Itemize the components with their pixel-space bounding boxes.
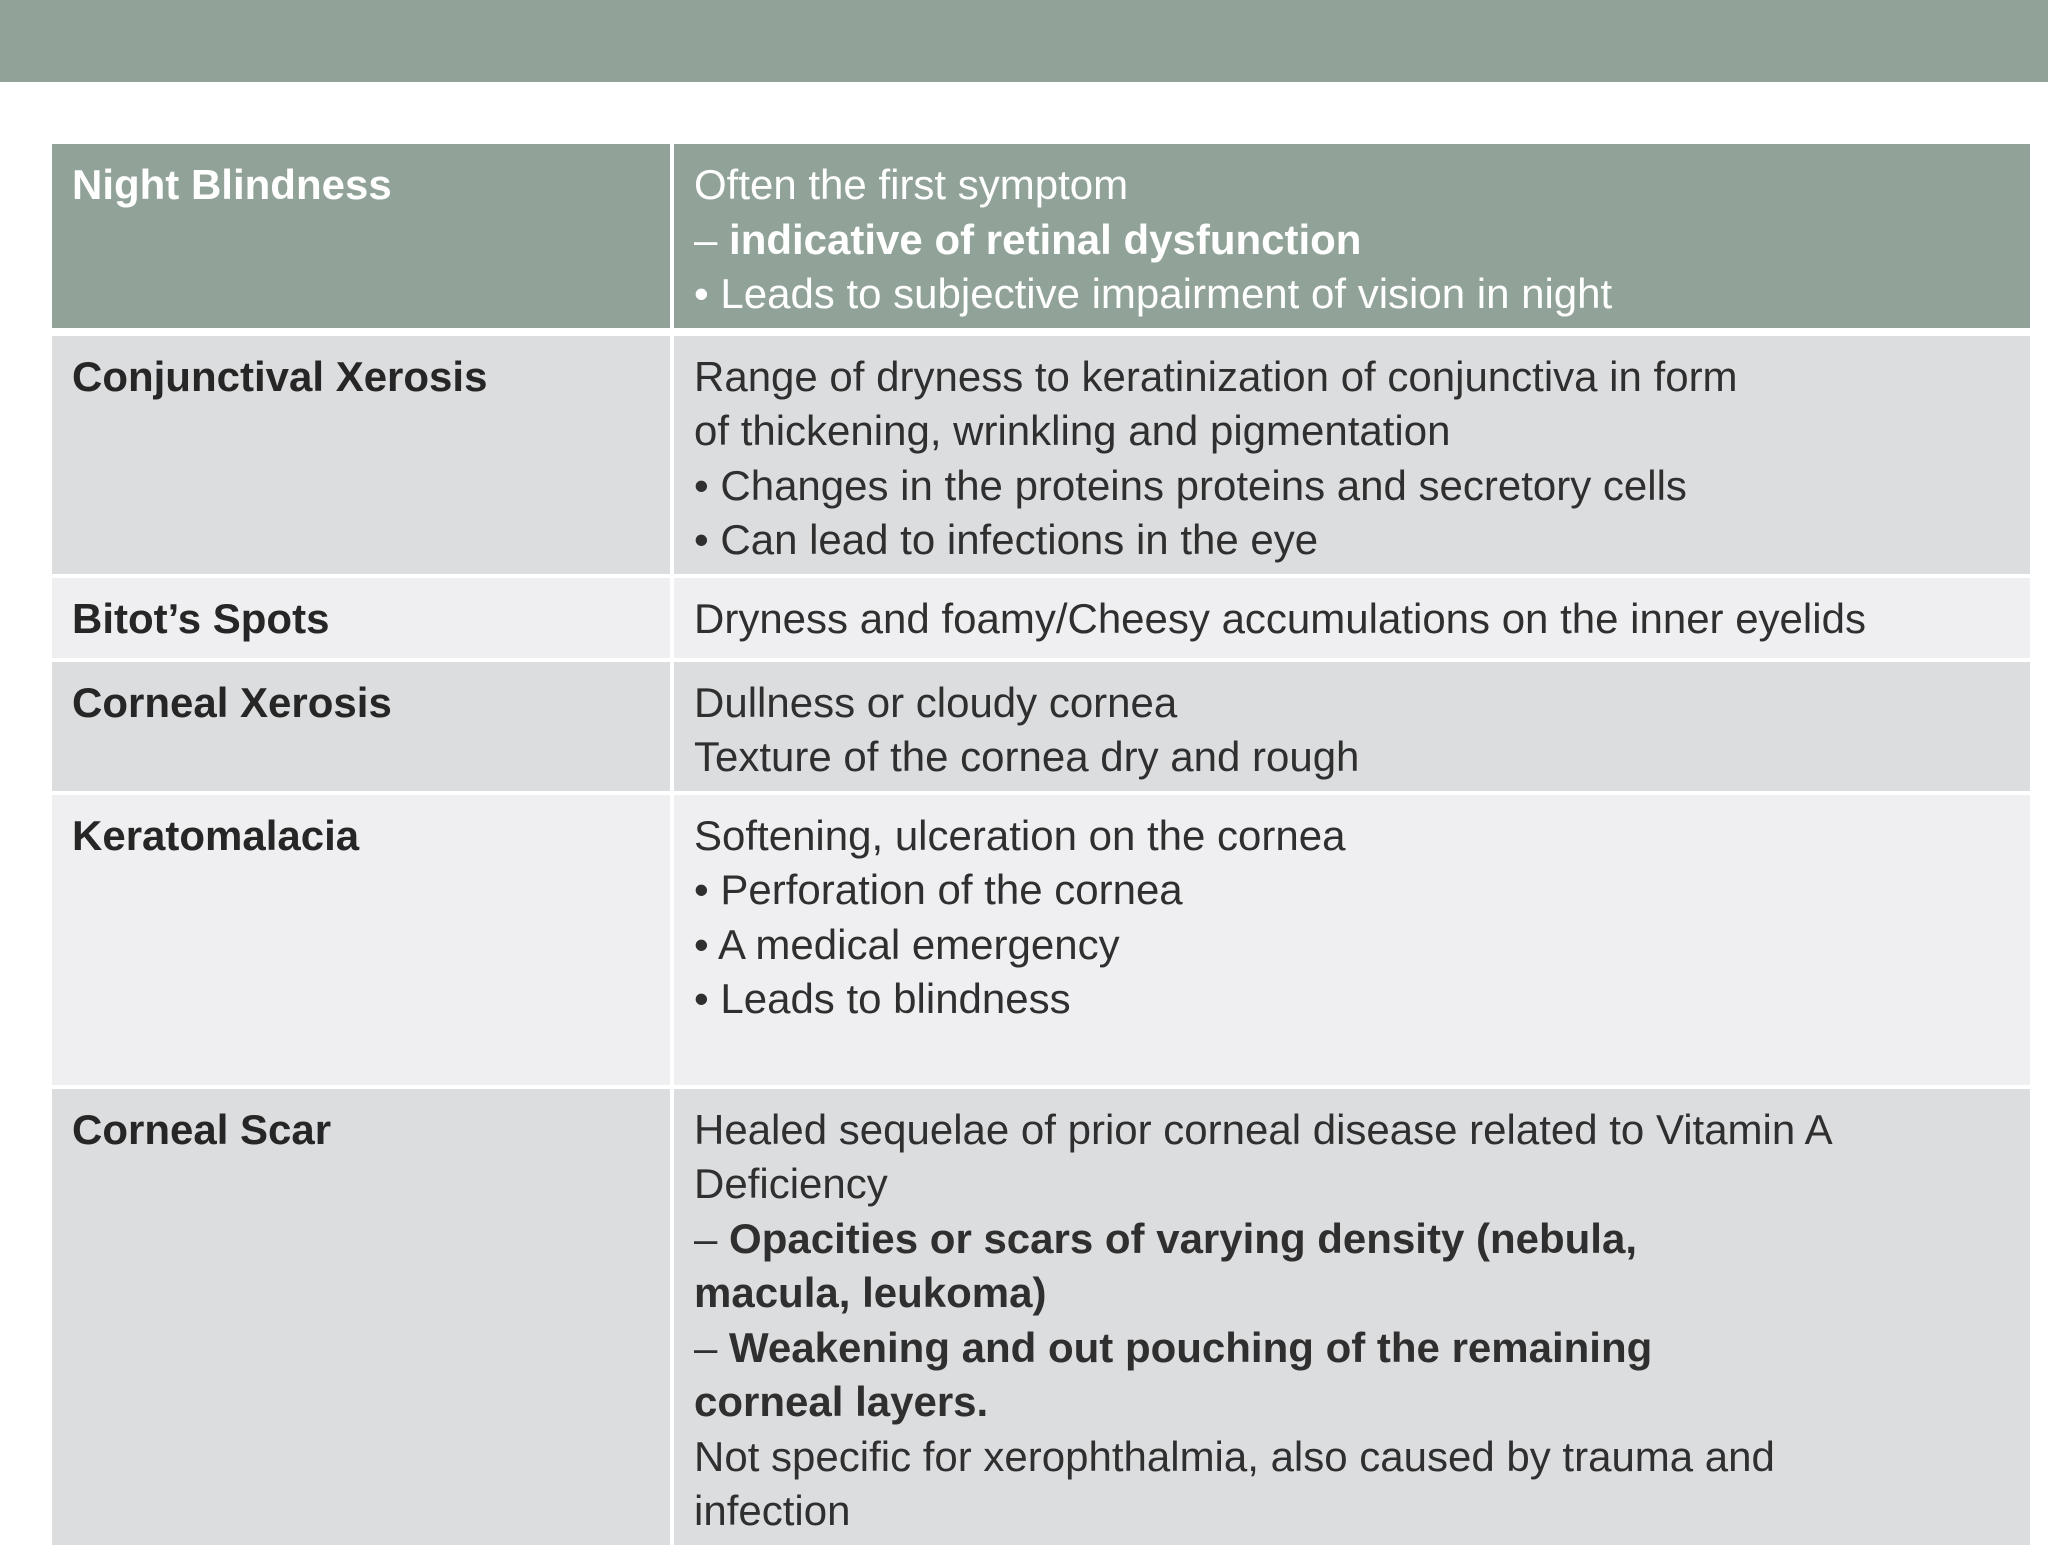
description-line: Healed sequelae of prior corneal disease related to Vitamin A [694, 1105, 1833, 1153]
description-line [694, 1321, 2010, 1376]
top-banner [0, 0, 2048, 82]
term-cell [52, 662, 674, 795]
description-line: • Can lead to infections in the eye [694, 516, 1319, 563]
term-label: Keratomalacia [72, 811, 360, 859]
description-line: infection [694, 1487, 851, 1534]
description-line: corneal layers. [694, 1378, 989, 1425]
emphasis-text: Weakening and out pouching of the remaining [729, 1323, 1653, 1371]
description-cell [674, 144, 2030, 336]
description-line [694, 1212, 2010, 1267]
table-row [52, 578, 2030, 662]
term-label: Corneal Xerosis [72, 678, 392, 726]
table-row [52, 144, 2030, 336]
description-cell [674, 1089, 2030, 1549]
description-line: Dryness and foamy/Cheesy accumulations on the inner eyelids [694, 594, 1866, 642]
description-line: Range of dryness to keratinization of conjunctiva in form [694, 352, 1738, 400]
term-label: Corneal Scar [72, 1105, 332, 1153]
description-line: • Changes in the proteins proteins and secretory cells [694, 461, 1687, 509]
table-row [52, 336, 2030, 578]
term-cell [52, 1089, 674, 1549]
term-label: Bitot’s Spots [72, 594, 330, 642]
description-cell [674, 662, 2030, 795]
dash-prefix: – [694, 1323, 730, 1371]
term-cell [52, 578, 674, 662]
emphasis-text: indicative of retinal dysfunction [729, 215, 1362, 263]
dash-prefix: – [694, 1214, 730, 1262]
description-cell [674, 795, 2030, 1089]
description-line: Softening, ulceration on the cornea [694, 811, 1346, 859]
table-row [52, 662, 2030, 795]
term-label: Conjunctival Xerosis [72, 352, 488, 400]
description-line: Not specific for xerophthalmia, also caused by trauma and [694, 1432, 1775, 1480]
table-row [52, 1089, 2030, 1549]
description-line: • Leads to subjective impairment of vision in night [694, 270, 1613, 317]
description-cell [674, 578, 2030, 662]
description-line: Often the first symptom [694, 161, 1129, 208]
description-line: • A medical emergency [694, 920, 1120, 968]
term-cell [52, 144, 674, 336]
emphasis-text: Opacities or scars of varying density (nebula, [729, 1214, 1637, 1262]
term-cell [52, 795, 674, 1089]
description-cell [674, 336, 2030, 578]
description-line: • Perforation of the cornea [694, 866, 1183, 913]
description-line: • Leads to blindness [694, 975, 1071, 1022]
description-line: Texture of the cornea dry and rough [694, 733, 1360, 780]
vitamin-a-eye-signs-table [52, 144, 2030, 1549]
description-line: Deficiency [694, 1160, 888, 1207]
table-row [52, 795, 2030, 1089]
term-cell [52, 336, 674, 578]
dash-prefix: – [694, 215, 730, 263]
description-line [694, 213, 2010, 268]
description-line: of thickening, wrinkling and pigmentation [694, 407, 1451, 454]
description-line: Dullness or cloudy cornea [694, 678, 1178, 726]
description-line: macula, leukoma) [694, 1269, 1047, 1316]
term-label: Night Blindness [72, 161, 392, 208]
